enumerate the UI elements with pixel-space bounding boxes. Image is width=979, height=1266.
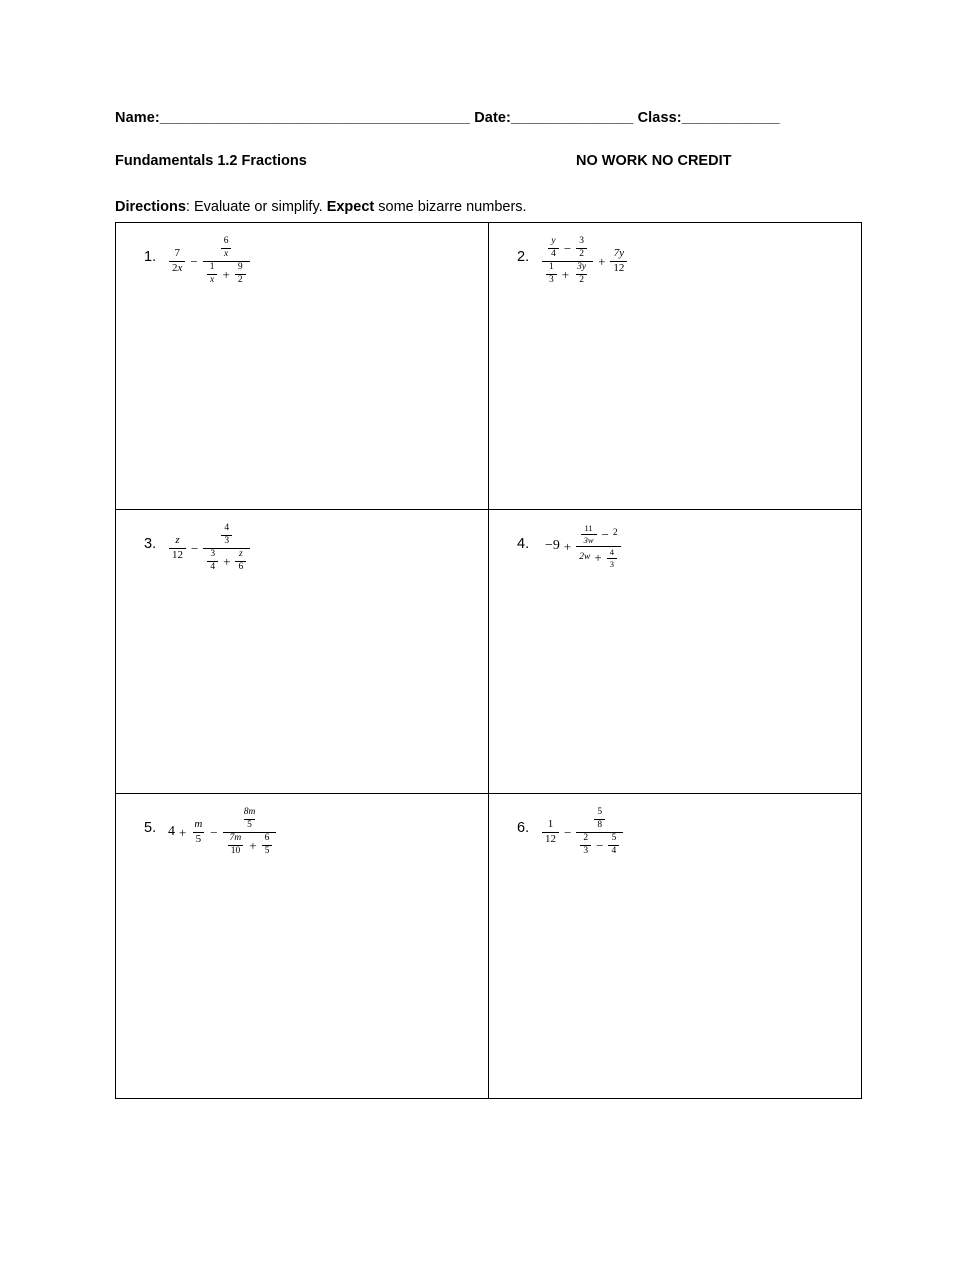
problem-2: [517, 237, 851, 286]
problem-3: [144, 524, 478, 573]
problem-number-1: 1.: [144, 249, 157, 265]
p3-f1-bot: 12: [169, 548, 186, 562]
p4-lead: −9: [545, 538, 560, 553]
p3-inner-bot-a-top: 3: [210, 548, 216, 559]
no-work-no-credit-note: NO WORK NO CREDIT: [576, 153, 732, 169]
p1-inner-bot-a-top: 1: [209, 261, 215, 272]
p5-inner-top-bot: 5: [244, 819, 255, 831]
problem-cell-2[interactable]: [489, 223, 862, 510]
p3-inner-bot-b-bot: 6: [235, 561, 246, 573]
p1-inner-bot-b-top: 9: [237, 261, 243, 272]
date-label: Date:: [474, 110, 511, 126]
title-row: [115, 153, 863, 173]
p6-inner-bot-op: −: [596, 837, 604, 853]
p1-f1-top: 7: [174, 247, 180, 260]
name-blank: ______________________________________: [159, 110, 471, 126]
date-blank: _______________: [510, 110, 634, 126]
p5-inner-bot-b-top: 6: [264, 832, 270, 843]
worksheet-content: [115, 110, 863, 1099]
problem-3-expression: [168, 524, 251, 573]
p5-inner-top-top: 8m: [243, 807, 256, 817]
p3-op-minus: −: [191, 540, 199, 556]
p5-inner-bot-a-top: 7m: [229, 832, 242, 843]
p1-inner-bot-b-bot: 2: [235, 274, 246, 286]
student-info-line: [115, 110, 863, 126]
directions-text-2: some bizarre numbers.: [374, 199, 527, 215]
p6-inner-bot-a-bot: 3: [580, 845, 591, 857]
name-label: Name:: [115, 110, 160, 126]
p3-inner-bot-op: +: [223, 553, 231, 569]
p2-d-b-bot: 2: [576, 274, 587, 286]
p4-d-op: +: [594, 550, 602, 566]
p4-n-a-top: 11: [584, 523, 593, 533]
p5-f1-top: m: [194, 818, 203, 831]
p2-n-a-bot: 4: [548, 248, 559, 260]
p5-f1-bot: 5: [193, 832, 205, 846]
problem-4-expression: [545, 524, 622, 569]
p4-d-b-top: 4: [609, 546, 614, 557]
p1-f1-bot-coef: 2: [172, 261, 178, 274]
problem-cell-5[interactable]: [116, 794, 489, 1099]
p6-op-minus: −: [564, 824, 572, 840]
p5-op-plus: +: [179, 824, 187, 840]
p3-inner-top-top: 4: [224, 523, 230, 533]
p6-f1-bot: 12: [542, 832, 559, 846]
p6-inner-top-bot: 8: [594, 819, 605, 831]
p6-inner-bot-b-bot: 4: [608, 845, 619, 857]
problem-1-expression: [168, 237, 251, 286]
p3-f1-top: z: [175, 534, 180, 547]
p5-inner-bot-b-bot: 5: [262, 845, 273, 857]
p2-n-b-bot: 2: [576, 248, 587, 260]
p2-op-plus: +: [598, 253, 606, 269]
p3-inner-top-bot: 3: [221, 535, 232, 547]
directions-emphasis: Expect: [326, 199, 375, 215]
class-blank: ____________: [681, 110, 780, 126]
p2-f2-bot: 12: [610, 261, 627, 275]
problem-number-2: 2.: [517, 249, 530, 265]
directions-text-1: : Evaluate or simplify.: [185, 199, 327, 215]
p1-inner-bot-a-bot: x: [207, 274, 217, 286]
p2-n-op: −: [563, 240, 572, 256]
p2-d-a-top: 1: [549, 261, 554, 272]
p2-d-op: +: [561, 266, 570, 282]
p6-inner-bot-a-top: 2: [583, 832, 589, 843]
problem-number-3: 3.: [144, 536, 157, 552]
problem-2-expression: [541, 237, 628, 286]
p4-d-a: 2w: [579, 552, 591, 563]
p1-inner-top-bot: x: [221, 248, 231, 260]
problem-1: [144, 237, 478, 286]
problem-cell-1[interactable]: [116, 223, 489, 510]
p5-op-minus: −: [210, 824, 218, 840]
p2-f2-top: 7y: [613, 247, 625, 260]
p5-lead: 4: [168, 824, 175, 840]
table-row: [116, 223, 862, 510]
p2-d-a-bot: 3: [546, 274, 557, 286]
p4-d-b-bot: 3: [607, 558, 617, 569]
problem-cell-6[interactable]: [489, 794, 862, 1099]
problem-number-6: 6.: [517, 820, 530, 836]
p3-inner-bot-b-top: z: [238, 548, 243, 559]
p4-n-a-bot: 3w: [581, 534, 597, 545]
problem-number-4: 4.: [517, 536, 530, 552]
problem-6: [517, 808, 851, 857]
p6-inner-bot-b-top: 5: [611, 832, 617, 843]
p2-d-b-top: 3y: [577, 261, 587, 272]
p1-f1-bot-var: x: [177, 261, 183, 274]
problem-5-expression: [168, 808, 277, 857]
p1-op-minus: −: [190, 253, 198, 269]
p4-n-op: −: [601, 526, 609, 542]
table-row: [116, 794, 862, 1099]
p5-inner-bot-op: +: [249, 837, 257, 853]
directions-label: Directions: [115, 199, 186, 215]
problem-6-expression: [541, 808, 624, 857]
p1-inner-top-top: 6: [223, 236, 229, 246]
table-row: [116, 510, 862, 794]
p6-f1-top: 1: [547, 818, 554, 831]
p2-n-b-top: 3: [579, 236, 584, 246]
directions-line: [115, 199, 863, 215]
p4-op-plus: +: [563, 538, 572, 554]
p4-n-b: 2: [612, 528, 618, 539]
problems-table: [115, 222, 862, 1099]
p5-inner-bot-a-bot: 10: [228, 845, 244, 857]
p6-inner-top-top: 5: [597, 807, 603, 817]
problem-4: [517, 524, 851, 569]
p1-inner-bot-op: +: [222, 266, 230, 282]
p3-inner-bot-a-bot: 4: [207, 561, 218, 573]
worksheet-title: Fundamentals 1.2 Fractions: [115, 153, 307, 169]
class-label: Class:: [637, 110, 682, 126]
problem-number-5: 5.: [144, 820, 157, 836]
problem-cell-4[interactable]: [489, 510, 862, 794]
p2-n-a-top: y: [551, 236, 556, 246]
problem-cell-3[interactable]: [116, 510, 489, 794]
problem-5: [144, 808, 478, 857]
